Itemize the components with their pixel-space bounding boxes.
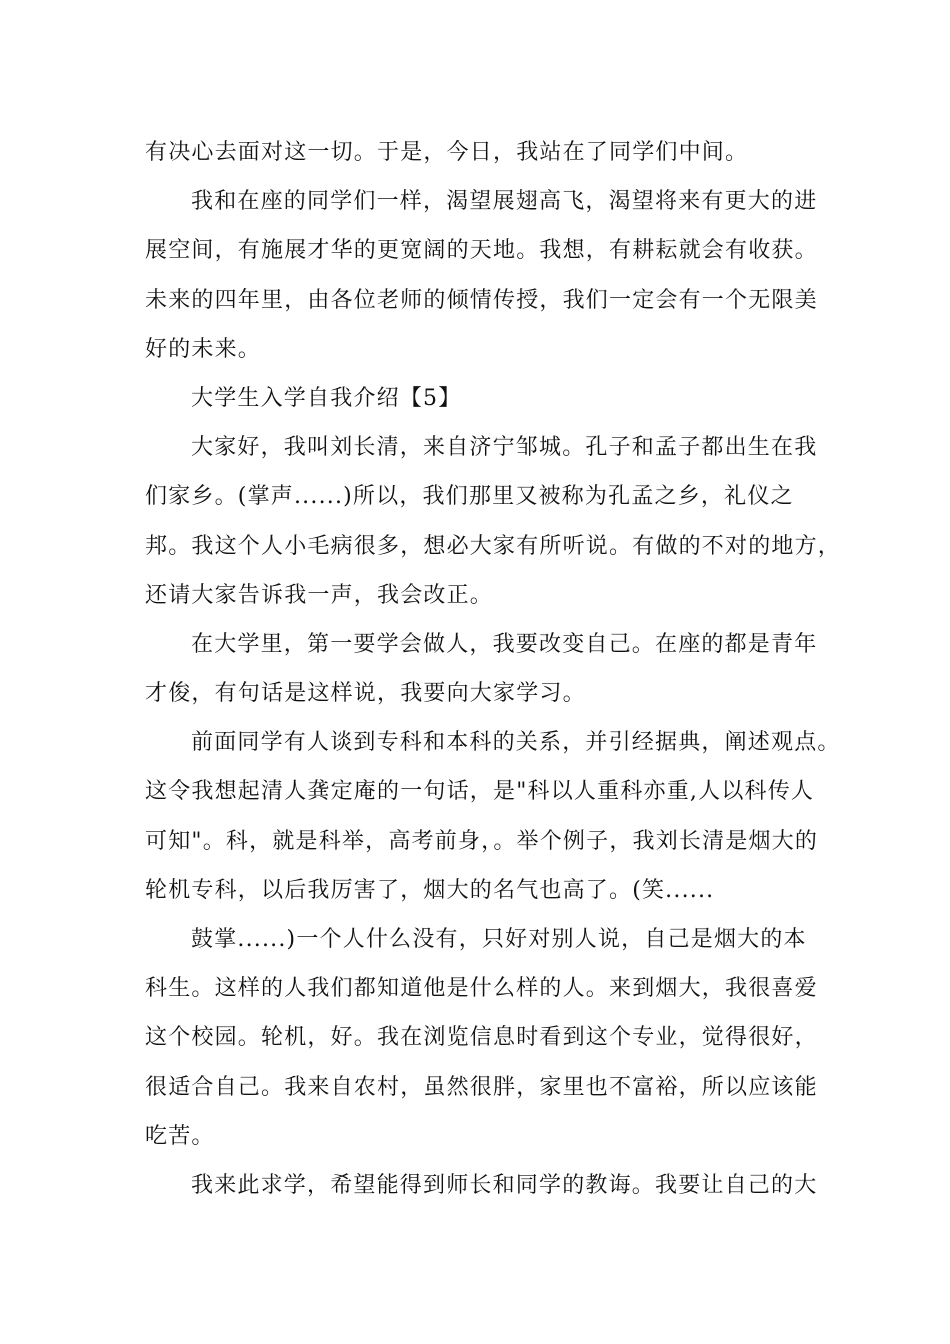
text-line: 科生。这样的人我们都知道他是什么样的人。来到烟大，我很喜爱 bbox=[145, 976, 818, 1002]
text-line: 我来此求学，希望能得到师长和同学的教诲。我要让自己的大 bbox=[191, 1172, 818, 1198]
text-line: 们家乡。(掌声......)所以，我们那里又被称为孔孟之乡，礼仪之 bbox=[145, 484, 794, 510]
document-body bbox=[145, 128, 845, 1210]
text-line: 吃苦。 bbox=[145, 1123, 215, 1149]
text-line: 很适合自己。我来自农村，虽然很胖，家里也不富裕，所以应该能 bbox=[145, 1074, 818, 1100]
text-line: 我和在座的同学们一样，渴望展翅高飞，渴望将来有更大的进 bbox=[191, 189, 818, 215]
text-line: 还请大家告诉我一声，我会改正。 bbox=[145, 582, 494, 608]
section-heading: 大学生入学自我介绍【5】 bbox=[191, 385, 462, 411]
text-line: 轮机专科，以后我厉害了，烟大的名气也高了。(笑...... bbox=[145, 877, 715, 903]
text-line: 这个校园。轮机，好。我在浏览信息时看到这个专业，觉得很好， bbox=[145, 1025, 818, 1051]
text-line: 前面同学有人谈到专科和本科的关系，并引经据典，阐述观点。 bbox=[191, 730, 841, 756]
text-line: 大家好，我叫刘长清，来自济宁邹城。孔子和孟子都出生在我 bbox=[191, 435, 818, 461]
text-line: 鼓掌......)一个人什么没有，只好对别人说，自己是烟大的本 bbox=[191, 927, 807, 952]
text-line: 在大学里，第一要学会做人，我要改变自己。在座的都是青年 bbox=[191, 631, 818, 657]
text-line: 才俊，有句话是这样说，我要向大家学习。 bbox=[145, 681, 586, 707]
text-line: 未来的四年里，由各位老师的倾情传授，我们一定会有一个无限美 bbox=[145, 287, 818, 313]
text-line: 有决心去面对这一切。于是，今日，我站在了同学们中间。 bbox=[145, 140, 749, 165]
text-line: 邦。我这个人小毛病很多，想必大家有所听说。有做的不对的地方， bbox=[145, 533, 842, 559]
text-line: 展空间，有施展才华的更宽阔的天地。我想，有耕耘就会有收获。 bbox=[145, 238, 818, 264]
text-line: 这令我想起清人龚定庵的一句话，是"科以人重科亦重,人以科传人 bbox=[145, 779, 815, 805]
text-line: 好的未来。 bbox=[145, 336, 262, 362]
text-line: 可知"。科，就是科举，高考前身，。举个例子，我刘长清是烟大的 bbox=[145, 828, 819, 854]
